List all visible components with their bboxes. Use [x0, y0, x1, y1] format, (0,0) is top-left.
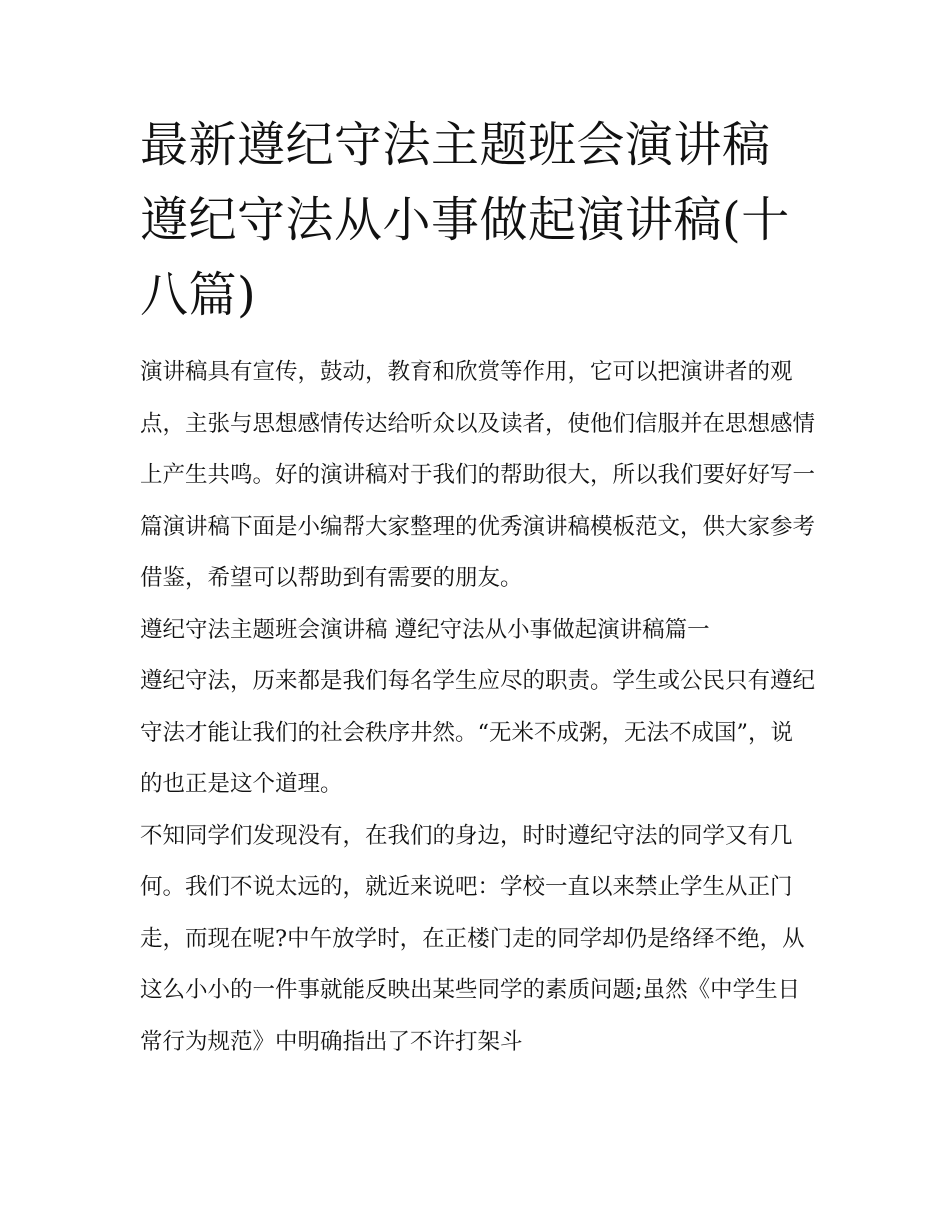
document-content — [140, 108, 815, 1068]
document-body — [140, 347, 815, 1068]
section-heading: 遵纪守法主题班会演讲稿 遵纪守法从小事做起演讲稿篇一 — [140, 616, 710, 643]
body-paragraph-2: 不知同学们发现没有，在我们的身边，时时遵纪守法的同学又有几何。我们不说太远的，就近来说吧：学校一直以来禁止学生从正门走，而现在呢?中午放学时，在正楼门走的同学却仍是络绎不绝，从这么小小的一件事就能反映出某些同学的素质问题;虽然《中学生日常行为规范》中明确指出了不许打架斗 — [140, 822, 805, 1055]
document-title: 最新遵纪守法主题班会演讲稿 遵纪守法从小事做起演讲稿(十八篇) — [140, 117, 790, 323]
intro-paragraph: 演讲稿具有宣传，鼓动，教育和欣赏等作用，它可以把演讲者的观点，主张与思想感情传达给听众以及读者，使他们信服并在思想感情上产生共鸣。好的演讲稿对于我们的帮助很大，所以我们要好好写一篇演讲稿下面是小编帮大家整理的优秀演讲稿模板范文，供大家参考借鉴，希望可以帮助到有需要的朋友。 — [140, 359, 816, 591]
body-paragraph-1: 遵纪守法，历来都是我们每名学生应尽的职责。学生或公民只有遵纪守法才能让我们的社会秩序井然。“无米不成粥，无法不成国”，说的也正是这个道理。 — [140, 668, 816, 797]
